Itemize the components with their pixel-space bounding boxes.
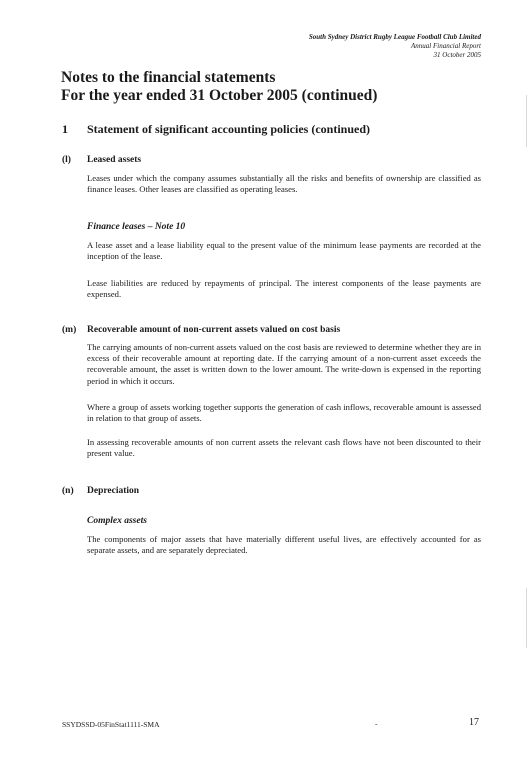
complex-assets-heading: Complex assets	[87, 516, 147, 526]
finance-leases-paragraph-2: Lease liabilities are reduced by repayments of principal. The interest components of the lease payments are expensed.	[87, 278, 481, 300]
recoverable-amount-label: (m)	[62, 325, 77, 335]
section-title: Statement of significant accounting policies (continued)	[87, 122, 370, 136]
header-club-name: South Sydney District Rugby League Football Club Limited	[308, 33, 481, 41]
depreciation-heading: Depreciation	[87, 486, 140, 496]
page-number: 17	[469, 717, 479, 728]
leased-assets-label: (l)	[62, 155, 71, 165]
section-number: 1	[62, 122, 68, 136]
footer-document-id: SSYDSSD-05FinStat1111-SMA	[62, 720, 160, 729]
leased-assets-heading: Leased assets	[87, 155, 142, 165]
recoverable-amount-paragraph-3: In assessing recoverable amounts of non current assets the relevant cash flows have not been discounted to their present value.	[87, 437, 481, 459]
leased-assets-paragraph-1: Leases under which the company assumes substantially all the risks and benefits of ownership are classified as finance leases. Other leases are classified as operating leases.	[87, 173, 481, 195]
recoverable-amount-paragraph-2: Where a group of assets working together supports the generation of cash inflows, recoverable amount is assessed in relation to that group of assets.	[87, 402, 481, 424]
depreciation-label: (n)	[62, 486, 74, 496]
recoverable-amount-paragraph-1: The carrying amounts of non-current assets valued on the cost basis are reviewed to determine whether they are in excess of their recoverable amount at reporting date. If the carrying amount of a non-current asset exceeds the recoverable amount, the asset is written down to the lower amount. The write-down is expensed in the reporting period in which it occurs.	[87, 342, 481, 386]
header-report-name: Annual Financial Report	[411, 42, 481, 50]
finance-leases-paragraph-1: A lease asset and a lease liability equal to the present value of the minimum lease payments are recorded at the inception of the lease.	[87, 240, 481, 262]
page-title: Notes to the financial statements	[61, 69, 276, 86]
complex-assets-paragraph: The components of major assets that have materially different useful lives, are effectively accounted for as separate assets, and are separately depreciated.	[87, 534, 481, 556]
finance-leases-heading: Finance leases – Note 10	[87, 222, 186, 232]
footer-dash: -	[375, 719, 378, 728]
recoverable-amount-heading: Recoverable amount of non-current assets valued on cost basis	[87, 325, 341, 335]
page-subtitle: For the year ended 31 October 2005 (continued)	[61, 87, 378, 104]
header-report-date: 31 October 2005	[433, 51, 481, 59]
